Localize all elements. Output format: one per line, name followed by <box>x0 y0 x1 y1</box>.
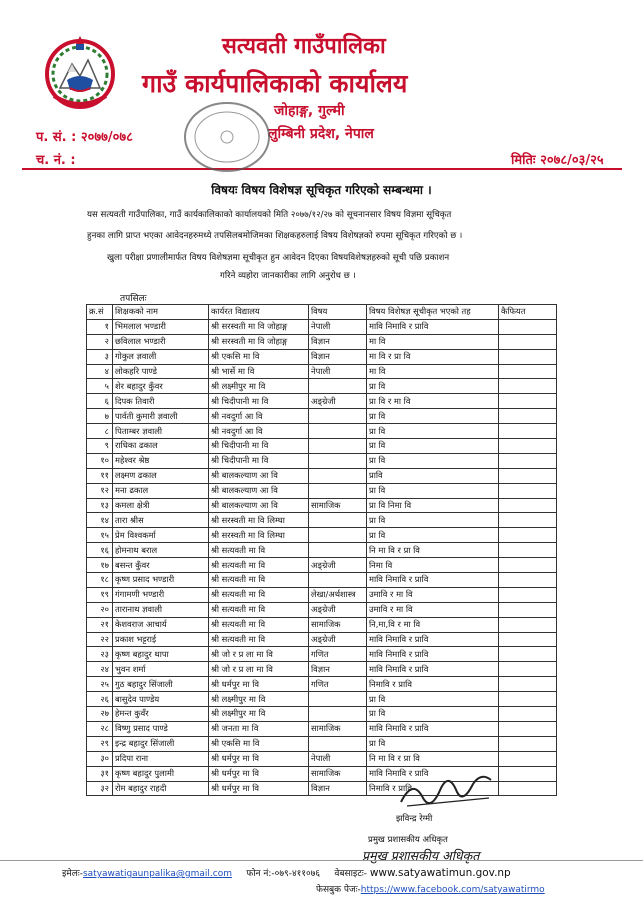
cell-subject <box>309 692 367 707</box>
footer-facebook-line <box>316 882 545 895</box>
cell-teacher-name: कृष्ण बहादुर पुलामी <box>113 766 209 781</box>
letter-date: मितिः २०७८/०३/२५ <box>511 153 604 168</box>
table-row <box>87 632 557 647</box>
cell-serial: ५ <box>87 379 113 394</box>
table-row <box>87 573 557 588</box>
cell-level: प्रा वि <box>367 528 499 543</box>
cell-school: श्री बालकल्याण आ वि <box>209 498 309 513</box>
cell-level: मावि निमावि र प्रावि <box>367 766 499 781</box>
cell-school: श्री सत्यवती मा वि <box>209 543 309 558</box>
cell-teacher-name: भिमलाल भण्डारी <box>113 319 209 334</box>
cell-serial: २३ <box>87 647 113 662</box>
cell-remarks <box>499 781 557 796</box>
table-row <box>87 587 557 602</box>
cell-level: प्रा वि <box>367 439 499 454</box>
cell-school: श्री लक्ष्मीपुर मा वि <box>209 379 309 394</box>
cell-level: प्रा वि <box>367 379 499 394</box>
facebook-label: फेसबुक पेजः- <box>316 885 361 895</box>
cell-level: प्रा वि <box>367 424 499 439</box>
cell-subject: अङ्ग्रेजी <box>309 558 367 573</box>
cell-school: श्री धर्मपुर मा वि <box>209 677 309 692</box>
letter-number: प. सं. : २०७७/०७८ <box>36 130 133 145</box>
cell-level: नि मा वि र प्रा वि <box>367 751 499 766</box>
header-teacher-name: शिक्षकको नाम <box>113 305 209 320</box>
cell-school: श्री सरस्वती मा वि जोहाङ्ग <box>209 319 309 334</box>
cell-level: प्रा वि <box>367 453 499 468</box>
cell-level: निमा वि <box>367 558 499 573</box>
cell-subject: सामाजिक <box>309 721 367 736</box>
cell-teacher-name: गुठ बहादुर सिंजाली <box>113 677 209 692</box>
cell-level: नि मा वि र प्रा वि <box>367 543 499 558</box>
cell-school: श्री धर्मपुर मा वि <box>209 751 309 766</box>
cell-school: श्री जो र प्र ला मा वि <box>209 647 309 662</box>
cell-school: श्री धर्मपुर मा वि <box>209 766 309 781</box>
cell-school: श्री बालकल्याण आ वि <box>209 468 309 483</box>
cell-remarks <box>499 409 557 424</box>
table-header-row <box>87 305 557 320</box>
cell-remarks <box>499 349 557 364</box>
cell-remarks <box>499 394 557 409</box>
cell-subject <box>309 424 367 439</box>
cell-subject: विज्ञान <box>309 781 367 796</box>
table-row <box>87 468 557 483</box>
cell-teacher-name: गंगामणी भण्डारी <box>113 587 209 602</box>
cell-serial: ४ <box>87 364 113 379</box>
table-row <box>87 558 557 573</box>
cell-serial: २४ <box>87 662 113 677</box>
cell-school: श्री जनता मा वि <box>209 721 309 736</box>
cell-remarks <box>499 453 557 468</box>
cell-serial: २२ <box>87 632 113 647</box>
body-line-1: यस सत्यवती गाउँपालिका, गाउँ कार्यकालिकाको कार्यालयको मिति २०७७/१२/२७ को सूचनानसार विषय विज्ञमा सूचिकृत <box>87 210 452 220</box>
cell-school: श्री सरस्वती मा वि लिम्घा <box>209 513 309 528</box>
table-row <box>87 721 557 736</box>
cell-subject: विज्ञान <box>309 662 367 677</box>
cell-serial: ९ <box>87 439 113 454</box>
cell-subject <box>309 543 367 558</box>
cell-remarks <box>499 587 557 602</box>
cell-subject: नेपाली <box>309 751 367 766</box>
cell-remarks <box>499 483 557 498</box>
cell-teacher-name: शेर बहादुर कुँवर <box>113 379 209 394</box>
cell-remarks <box>499 528 557 543</box>
cell-school: श्री धर्मपुर मा वि <box>209 781 309 796</box>
cell-school: श्री चिदीपानी मा वि <box>209 453 309 468</box>
cell-teacher-name: रोम बहादुर राहदी <box>113 781 209 796</box>
cell-teacher-name: राधिका ढकाल <box>113 439 209 454</box>
table-row <box>87 677 557 692</box>
header-school: कार्यरत विद्यालय <box>209 305 309 320</box>
address-line-1: जोहाङ्ग, गुल्मी <box>274 103 345 119</box>
cell-level: प्रा वि <box>367 707 499 722</box>
table-row <box>87 662 557 677</box>
footer-divider <box>0 860 643 861</box>
header-serial: क्र.सं <box>87 305 113 320</box>
table-row <box>87 602 557 617</box>
table-row <box>87 319 557 334</box>
cell-serial: १४ <box>87 513 113 528</box>
cell-level: मावि निमावि र प्रावि <box>367 721 499 736</box>
cell-level: मा वि र प्रा वि <box>367 349 499 364</box>
address-line-2: लुम्बिनी प्रदेश, नेपाल <box>268 126 374 142</box>
cell-teacher-name: प्रकाश भट्टराई <box>113 632 209 647</box>
nepal-emblem-icon <box>40 30 120 115</box>
cell-serial: २० <box>87 602 113 617</box>
body-line-3: खुला परीक्षा प्रणालीमार्फत विषय विशेषज्ञमा सूचीकृत हुन आवेदन दिएका विषयविशेषज्ञहरुको सूची पछि प्रकाशन <box>107 253 450 263</box>
table-row <box>87 528 557 543</box>
cell-teacher-name: प्रदिपा राना <box>113 751 209 766</box>
cell-teacher-name: मना ढकाल <box>113 483 209 498</box>
cell-school: श्री चिदीपानी मा वि <box>209 394 309 409</box>
cell-school: श्री सत्यवती मा वि <box>209 602 309 617</box>
cell-level: प्रावि <box>367 468 499 483</box>
table-row <box>87 513 557 528</box>
table-row <box>87 409 557 424</box>
designation-stamp: प्रमुख प्रशासकीय अधिकृत <box>362 848 480 863</box>
header-divider <box>22 168 622 170</box>
header-remarks: कैफियत <box>499 305 557 320</box>
cell-remarks <box>499 647 557 662</box>
table-row <box>87 439 557 454</box>
cell-level: प्रा वि <box>367 513 499 528</box>
table-row <box>87 617 557 632</box>
cell-level: मावि निमावि र प्रावि <box>367 319 499 334</box>
cell-serial: १७ <box>87 558 113 573</box>
cell-serial: ३१ <box>87 766 113 781</box>
body-line-2: हुनका लागि प्राप्त भएका आवेदनहरुमध्ये तपसिलबमोजिमका शिक्षकहरुलाई विषय विशेषज्ञको रुपमा सूचिकृत गरिएको छ । <box>87 231 463 241</box>
cell-level: उमावि र मा वि <box>367 587 499 602</box>
facebook-link[interactable]: https://www.facebook.com/satyawatirmo <box>360 885 545 895</box>
cell-serial: ६ <box>87 394 113 409</box>
footer-contact-line <box>62 866 511 879</box>
cell-serial: ३० <box>87 751 113 766</box>
cell-level: मावि निमावि र प्रावि <box>367 632 499 647</box>
cell-serial: २७ <box>87 707 113 722</box>
cell-remarks <box>499 379 557 394</box>
cell-teacher-name: छविलाल भण्डारी <box>113 334 209 349</box>
table-row <box>87 751 557 766</box>
cell-serial: १६ <box>87 543 113 558</box>
cell-teacher-name: बसन्त कुँवर <box>113 558 209 573</box>
cell-serial: ३ <box>87 349 113 364</box>
cell-school: श्री सत्यवती मा वि <box>209 617 309 632</box>
phone-number: फोन नं:-०७९-४११०७६ <box>246 869 321 879</box>
cell-remarks <box>499 602 557 617</box>
header-level: विषय विशेषज्ञ सूचीकृत भएको तह <box>367 305 499 320</box>
cell-serial: १८ <box>87 573 113 588</box>
cell-subject <box>309 736 367 751</box>
cell-serial: १३ <box>87 498 113 513</box>
office-seal-icon <box>178 96 276 178</box>
cell-serial: २ <box>87 334 113 349</box>
cell-remarks <box>499 439 557 454</box>
cell-level: मावि निमावि र प्रावि <box>367 573 499 588</box>
cell-teacher-name: केशवराज आचार्य <box>113 617 209 632</box>
cell-subject <box>309 453 367 468</box>
cell-subject: नेपाली <box>309 319 367 334</box>
cell-subject: गणित <box>309 677 367 692</box>
cell-remarks <box>499 707 557 722</box>
cell-subject <box>309 513 367 528</box>
cell-serial: ८ <box>87 424 113 439</box>
cell-school: श्री भार्से मा वि <box>209 364 309 379</box>
cell-teacher-name: भुवन शर्मा <box>113 662 209 677</box>
cell-level: प्रा वि <box>367 483 499 498</box>
cell-teacher-name: पार्वती कुमारी ज्ञवाली <box>113 409 209 424</box>
cell-subject <box>309 707 367 722</box>
cell-school: श्री नवदुर्गा आ वि <box>209 409 309 424</box>
header-subject: विषय <box>309 305 367 320</box>
signature-mark <box>393 768 503 812</box>
cell-remarks <box>499 513 557 528</box>
cell-school: श्री सरस्वती मा वि जोहाङ्ग <box>209 334 309 349</box>
cell-subject: अङ्ग्रेजी <box>309 394 367 409</box>
signatory-name: झविन्द्र रेग्मी <box>396 814 433 824</box>
cell-level: प्रा वि <box>367 736 499 751</box>
cell-school: श्री सत्यवती मा वि <box>209 573 309 588</box>
cell-school: श्री सरस्वती मा वि लिम्घा <box>209 528 309 543</box>
cell-level: प्रा वि <box>367 409 499 424</box>
cell-teacher-name: लोकहरि पाण्डे <box>113 364 209 379</box>
cell-school: श्री नवदुर्गा आ वि <box>209 424 309 439</box>
details-label: तपसिलः <box>120 294 147 304</box>
cell-subject: नेपाली <box>309 364 367 379</box>
table-row <box>87 394 557 409</box>
table-row <box>87 543 557 558</box>
cell-teacher-name: हेमन्त कुवँर <box>113 707 209 722</box>
cell-remarks <box>499 736 557 751</box>
website-label: वेबसाइटः- <box>334 869 367 879</box>
cell-remarks <box>499 766 557 781</box>
cell-teacher-name: कृष्ण प्रसाद भण्डारी <box>113 573 209 588</box>
cell-teacher-name: महेश्वर श्रेष्ठ <box>113 453 209 468</box>
cell-level: मा वि <box>367 364 499 379</box>
cell-school: श्री बालकल्याण आ वि <box>209 483 309 498</box>
signatory-designation: प्रमुख प्रशासकीय अधिकृत <box>368 835 448 845</box>
cell-subject: गणित <box>309 647 367 662</box>
cell-teacher-name: इन्द्र बहादुर सिंजाली <box>113 736 209 751</box>
cell-remarks <box>499 498 557 513</box>
cell-subject <box>309 483 367 498</box>
cell-subject: लेखा/अर्थशास्त्र <box>309 587 367 602</box>
cell-remarks <box>499 543 557 558</box>
cell-level: निमावि र प्रावि <box>367 781 499 796</box>
cell-serial: १० <box>87 453 113 468</box>
cell-serial: ११ <box>87 468 113 483</box>
cell-serial: ७ <box>87 409 113 424</box>
cell-remarks <box>499 468 557 483</box>
cell-level: निमावि र प्रावि <box>367 677 499 692</box>
cell-subject: सामाजिक <box>309 498 367 513</box>
cell-subject: अङ्ग्रेजी <box>309 602 367 617</box>
cell-remarks <box>499 632 557 647</box>
cell-remarks <box>499 677 557 692</box>
cell-teacher-name: विष्णु प्रसाद पाण्डे <box>113 721 209 736</box>
cell-remarks <box>499 662 557 677</box>
cell-school: श्री चिदीपानी मा वि <box>209 439 309 454</box>
cell-subject: विज्ञान <box>309 334 367 349</box>
cell-remarks <box>499 558 557 573</box>
cell-subject: अङ्ग्रेजी <box>309 632 367 647</box>
cell-teacher-name: बासुदेव पाण्डेय <box>113 692 209 707</box>
cell-serial: २६ <box>87 692 113 707</box>
cell-school: श्री सत्यवती मा वि <box>209 587 309 602</box>
cell-subject <box>309 468 367 483</box>
cell-subject: विज्ञान <box>309 349 367 364</box>
email-link[interactable]: satyawatigaunpalika@gmail.com <box>82 869 232 879</box>
cell-remarks <box>499 721 557 736</box>
cell-level: उमावि र मा वि <box>367 602 499 617</box>
email-label: इमेलः- <box>62 869 83 879</box>
cell-subject <box>309 379 367 394</box>
cell-level: मा वि <box>367 334 499 349</box>
table-row <box>87 647 557 662</box>
cell-remarks <box>499 692 557 707</box>
municipality-name: सत्यवती गाउँपालिका <box>222 34 386 59</box>
cell-subject <box>309 439 367 454</box>
cell-teacher-name: कृष्ण बहादुर थापा <box>113 647 209 662</box>
table-row <box>87 692 557 707</box>
cell-subject: सामाजिक <box>309 766 367 781</box>
cell-level: प्रा वि र मा वि <box>367 394 499 409</box>
cell-teacher-name: पिताम्बर ज्ञवाली <box>113 424 209 439</box>
cell-level: प्रा वि <box>367 692 499 707</box>
cell-teacher-name: तारानाथ ज्ञवाली <box>113 602 209 617</box>
cell-level: प्रा वि निमा वि <box>367 498 499 513</box>
cell-subject <box>309 409 367 424</box>
cell-teacher-name: दिपक तिवारी <box>113 394 209 409</box>
cell-teacher-name: लक्ष्मण ढकाल <box>113 468 209 483</box>
cell-remarks <box>499 424 557 439</box>
cell-serial: १९ <box>87 587 113 602</box>
cell-teacher-name: गोकुल ज्ञवाली <box>113 349 209 364</box>
cell-teacher-name: तारा श्रीस <box>113 513 209 528</box>
table-row <box>87 736 557 751</box>
cell-remarks <box>499 364 557 379</box>
cell-serial: १५ <box>87 528 113 543</box>
experts-table <box>86 304 557 796</box>
cell-remarks <box>499 617 557 632</box>
table-row <box>87 334 557 349</box>
cell-subject <box>309 573 367 588</box>
cell-serial: २८ <box>87 721 113 736</box>
table-row <box>87 364 557 379</box>
cell-school: श्री लक्ष्मीपुर मा वि <box>209 707 309 722</box>
table-row <box>87 453 557 468</box>
cell-remarks <box>499 573 557 588</box>
cell-serial: ३२ <box>87 781 113 796</box>
table-row <box>87 483 557 498</box>
cell-subject <box>309 528 367 543</box>
cell-remarks <box>499 319 557 334</box>
cell-school: श्री एकसि मा वि <box>209 736 309 751</box>
table-row <box>87 349 557 364</box>
cell-serial: १२ <box>87 483 113 498</box>
website-link[interactable]: www.satyawatimun.gov.np <box>369 867 511 879</box>
table-row <box>87 424 557 439</box>
cell-serial: २५ <box>87 677 113 692</box>
table-row <box>87 707 557 722</box>
cell-school: श्री सत्यवती मा वि <box>209 558 309 573</box>
cell-level: नि,मा,वि र मा वि <box>367 617 499 632</box>
cell-remarks <box>499 751 557 766</box>
cell-school: श्री जो र प्र ला मा वि <box>209 662 309 677</box>
cell-school: श्री लक्ष्मीपुर मा वि <box>209 692 309 707</box>
cell-teacher-name: होमनाथ बराल <box>113 543 209 558</box>
cell-subject: सामाजिक <box>309 617 367 632</box>
cell-serial: १ <box>87 319 113 334</box>
cell-serial: २१ <box>87 617 113 632</box>
body-line-4: गरिने व्यहोरा जानकारीका लागि अनुरोध छ । <box>220 271 356 281</box>
cell-school: श्री सत्यवती मा वि <box>209 632 309 647</box>
table-row <box>87 498 557 513</box>
cell-teacher-name: प्रेम विश्वकर्मा <box>113 528 209 543</box>
letter-subject: विषयः विषय विशेषज्ञ सूचिकृत गरिएको सम्बन्धमा । <box>211 183 432 197</box>
cell-serial: २९ <box>87 736 113 751</box>
table-row <box>87 379 557 394</box>
dispatch-number: च. नं. : <box>36 153 76 168</box>
cell-school: श्री एकसि मा वि <box>209 349 309 364</box>
cell-teacher-name: कमला क्षेत्री <box>113 498 209 513</box>
cell-remarks <box>499 334 557 349</box>
cell-level: मावि निमावि र प्रावि <box>367 662 499 677</box>
office-name: गाउँ कार्यपालिकाको कार्यालय <box>142 69 408 98</box>
cell-level: मावि निमावि र प्रावि <box>367 647 499 662</box>
